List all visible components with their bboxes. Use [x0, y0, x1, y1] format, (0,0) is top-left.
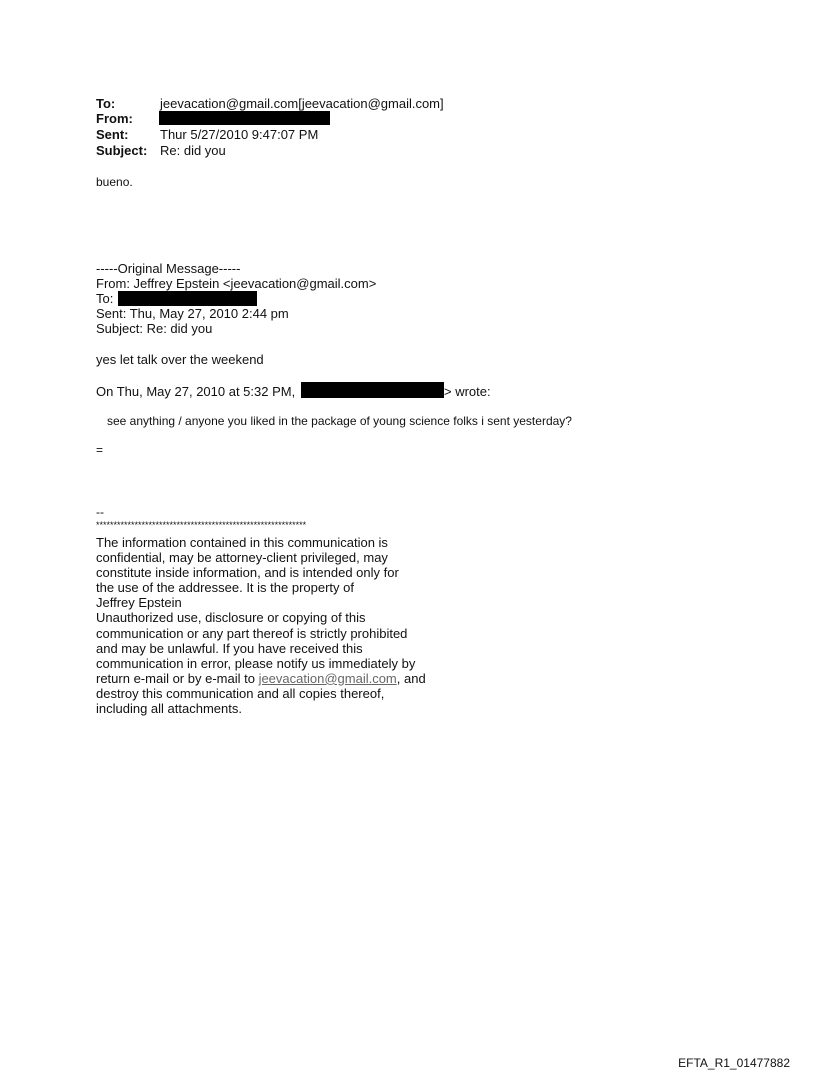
to-value: jeevacation@gmail.com[jeevacation@gmail.com] — [160, 96, 444, 111]
to-label: To: — [96, 96, 116, 111]
sent-label: Sent: — [96, 127, 129, 142]
original-message-separator: -----Original Message----- — [96, 261, 241, 276]
email-link[interactable]: jeevacation@gmail.com — [258, 670, 397, 686]
signature-dashes: -- — [96, 505, 104, 519]
original-to-redaction — [118, 291, 257, 306]
sent-value: Thur 5/27/2010 9:47:07 PM — [160, 127, 319, 142]
return-prefix: return e-mail or by e-mail to — [96, 670, 259, 686]
signature-stars: ************************************************************ — [96, 520, 307, 530]
disclaimer-line: confidential, may be attorney-client privileged, may — [96, 550, 388, 566]
from-label: From: — [96, 111, 133, 126]
quote-intro-suffix: > wrote: — [444, 384, 491, 399]
quoted-text: see anything / anyone you liked in the package of young science folks i sent yesterday? — [107, 414, 572, 428]
disclaimer-return-line — [96, 671, 426, 686]
subject-label: Subject: — [96, 143, 148, 158]
return-suffix: , and — [396, 670, 426, 686]
disclaimer-line: communication in error, please notify us immediately by — [96, 655, 416, 671]
from-redaction — [159, 111, 330, 125]
reply-body: bueno. — [96, 175, 133, 189]
disclaimer — [96, 535, 426, 716]
disclaimer-line: including all attachments. — [96, 701, 242, 717]
disclaimer-line: the use of the addressee. It is the property of — [96, 580, 354, 596]
disclaimer-line: and may be unlawful. If you have received this — [96, 640, 363, 656]
document-id: EFTA_R1_01477882 — [678, 1056, 790, 1070]
original-subject: Subject: Re: did you — [96, 321, 213, 336]
equals-sign: = — [96, 443, 104, 457]
disclaimer-line: communication or any part thereof is strictly prohibited — [96, 625, 408, 641]
disclaimer-line: Jeffrey Epstein — [96, 595, 182, 611]
original-to-label: To: — [96, 291, 114, 306]
disclaimer-line: Unauthorized use, disclosure or copying of this — [96, 610, 366, 626]
original-from: From: Jeffrey Epstein <jeevacation@gmail.com> — [96, 276, 377, 291]
disclaimer-line: destroy this communication and all copies thereof, — [96, 685, 385, 701]
original-sent: Sent: Thu, May 27, 2010 2:44 pm — [96, 306, 289, 321]
subject-value: Re: did you — [160, 143, 226, 158]
quote-sender-redaction — [301, 382, 444, 398]
disclaimer-line: constitute inside information, and is intended only for — [96, 565, 399, 581]
original-body: yes let talk over the weekend — [96, 352, 264, 367]
quote-intro-prefix: On Thu, May 27, 2010 at 5:32 PM, — [96, 384, 296, 399]
disclaimer-line: The information contained in this communication is — [96, 535, 388, 550]
